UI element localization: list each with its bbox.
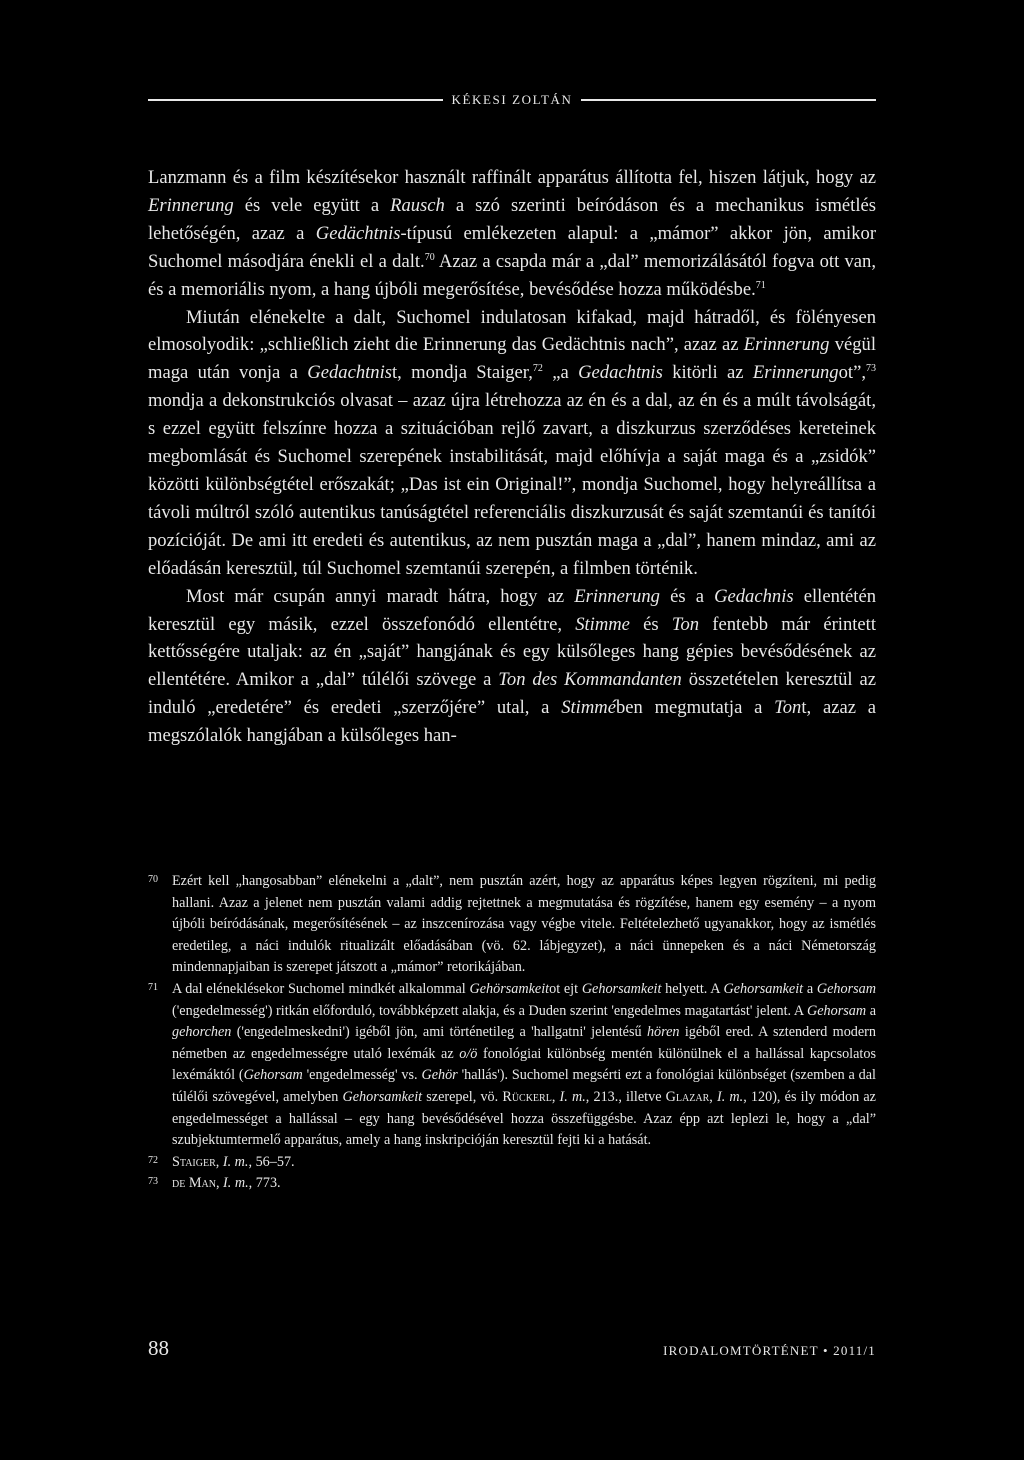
footnote-72	[148, 1152, 876, 1174]
footnote-ref-73: 73	[865, 363, 876, 375]
footnote-ref-71: 71	[755, 279, 766, 291]
footnote-73	[148, 1173, 876, 1195]
footnote-ref-70: 70	[424, 251, 435, 263]
running-header	[148, 92, 876, 108]
header-rule-right	[581, 99, 876, 101]
page-footer	[148, 1336, 876, 1361]
journal-title: IRODALOMTÖRTÉNET • 2011/1	[663, 1343, 876, 1358]
footnote-ref-72: 72	[532, 363, 543, 375]
footnotes	[148, 871, 876, 1195]
footnote-text: Staiger, I. m., 56–57.	[172, 1153, 295, 1170]
page-number: 88	[148, 1336, 169, 1360]
footnote-text: de Man, I. m., 773.	[172, 1175, 281, 1192]
footnote-number: 73	[148, 1176, 158, 1188]
footnote-text: A dal eléneklésekor Suchomel mindkét alkalommal Gehörsamkeitot ejt Gehorsamkeit helyett. A Gehorsamkeit a Gehorsam ('engedelmesség') ritkán előforduló, továbbképzett alakja, és a Duden szerint 'engedelmes magatartást' jelent. A Gehorsam a gehorchen ('engedelmeskedni') igéből jön, ami történetileg a 'hallgatni' jelentésű hören igéből ered. A sztenderd modern németben az engedelmességre utaló lexémák az o/ö fonológiai különbség mentén különülnek el a hallással kapcsolatos lexémáktól (Gehorsam 'engedelmesség' vs. Gehör 'hallás'). Suchomel megsérti ezt a fonológiai különbséget (szemben a dal túlélői szövegével, amelyben Gehorsamkeit szerepel, vö. Rückerl, I. m., 213., illetve Glazar, I. m., 120), és ily módon az engedelmességet a hallással – egy hang bevésődésével hozza összefüggésbe. Azaz épp azt leplezi le, hogy a „dal” szubjektumtermelő apparátus, amely a hang inskripcióján keresztül fejti ki a hatását.	[172, 980, 876, 1149]
footnote-number: 71	[148, 981, 158, 993]
header-rule-left	[148, 99, 443, 101]
running-header-author: KÉKESI ZOLTÁN	[451, 92, 573, 107]
footnote-number: 72	[148, 1154, 158, 1166]
footnote-70	[148, 871, 876, 979]
paragraph-2: Miután elénekelte a dalt, Suchomel indulatosan kifakad, majd hátradől, és fölényesen elmosolyodik: „schließlich zieht die Erinnerung das Gedächtnis nach”, azaz az Erinnerung végül maga után vonja a Gedachtnist, mondja Staiger,$^{72}$ „a Gedachtnis kitörli az Erinnerungot”,$^{73}$ mondja a dekonstrukciós olvasat – azaz újra létrehozza az én és a dal, az én és a múlt távolságát, s ezzel együtt felszínre hozza a szituációban rejlő zavart, a diszkurzus szerződéses kereteinek megbomlását és Suchomel szerepének instabilitását, majd előhívja a saját maga és a „zsidók” közötti különbségtétel erőszakát; „Das ist ein Original!”, mondja Suchomel, hogy helyreállítsa a távoli múltról szóló autentikus tanúságtétel referenciális diszkurzusát és saját szemtanúi és tanítói pozícióját. De ami itt eredeti és autentikus, az nem pusztán maga a „dal”, hanem mindaz, ami az előadásán keresztül, túl Suchomel szemtanúi szerepén, a filmben történik.	[148, 306, 877, 579]
footnote-number: 70	[148, 874, 158, 885]
footnote-text: Ezért kell „hangosabban” elénekelni a „dalt”, nem pusztán azért, hogy az apparátus képes legyen rögzíteni, mi pedig hallani. Azaz a jelenet nem pusztán valami addig rejtettnek a megmutatása és rögzítése, hanem egy esemény – a nyom újbóli beíródásának, megerősítésének – az inszcenírozása vagy végbe vitele. Feltételezhető ugyanakkor, hogy az ismétlés eredetileg, a náci indulók ritualizált előadásában (vö. 62. lábjegyzet), a náci ünnepeken és a náci Németország mindennapjaiban is szerepet játszott a „mámor” retorikájában.	[172, 873, 876, 976]
footnote-71	[148, 979, 876, 1152]
main-text	[148, 164, 876, 750]
paragraph-1: Lanzmann és a film készítésekor használt raffinált apparátus állította fel, hiszen látjuk, hogy az Erinnerung és vele együtt a Rausch a szó szerinti beíródáson és a mechanikus ismétlés lehetőségén, azaz a Gedächtnis-típusú emlékezeten alapul: a „mámor” akkor jön, amikor Suchomel másodjára énekli el a dalt.$^{70}$ Azaz a csapda már a „dal” memorizálásától fogva ott van, és a memoriális nyom, a hang újbóli megerősítése, bevésődése hozza működésbe.$^{71}$	[148, 167, 877, 300]
paragraph-3: Most már csupán annyi maradt hátra, hogy az Erinnerung és a Gedachnis ellentétén keresztül egy másik, ezzel összefonódó ellentétre, Stimme és Ton fentebb már érintett kettősségére utaljak: az én „saját” hangjának és egy külsőleges hang gépies bevésődésének az ellentétére. Amikor a „dal” túlélői szövege a Ton des Kommandanten összetételen keresztül az induló „eredetére” és eredeti „szerzőjére” utal, a Stimmében megmutatja a Tont, azaz a megszólalók hangjában a külsőleges han-	[148, 585, 877, 747]
